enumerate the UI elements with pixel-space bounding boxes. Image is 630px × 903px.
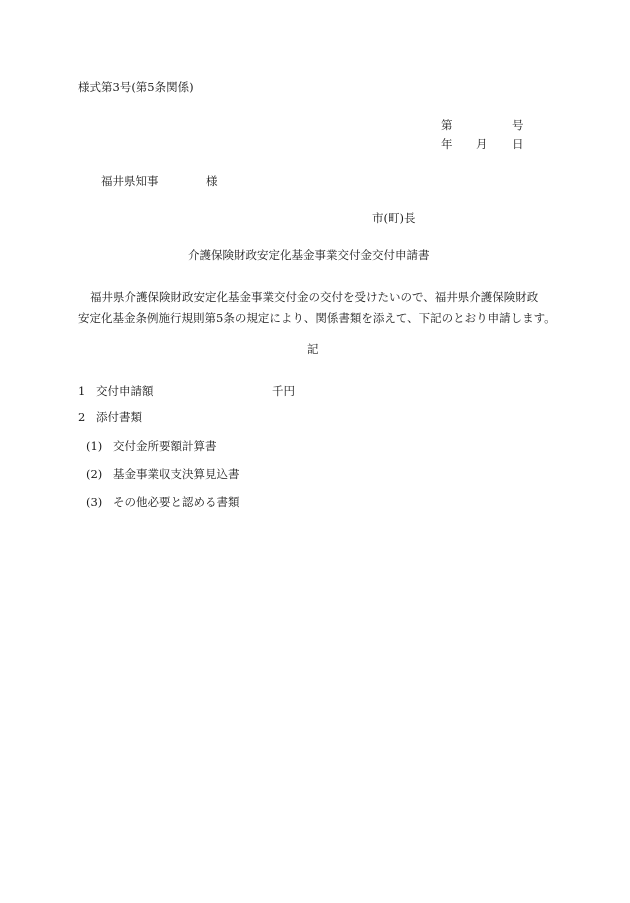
doc-number-prefix: 第 (441, 118, 453, 132)
date-year: 年 (441, 137, 453, 151)
body-line-1: 福井県介護保険財政安定化基金事業交付金の交付を受けたいので、福井県介護保険財政 (90, 290, 539, 304)
attachment-number: (1) (86, 439, 103, 453)
attachment-number: (3) (86, 495, 103, 509)
sender: 市(町)長 (372, 211, 416, 225)
attachment-label: 交付金所要額計算書 (113, 439, 217, 453)
document-title: 介護保険財政安定化基金事業交付金交付申請書 (188, 248, 430, 262)
addressee-honorific: 様 (206, 174, 218, 188)
attachment-number: (2) (86, 467, 103, 481)
date-month: 月 (476, 137, 488, 151)
body-line-2: 安定化基金条例施行規則第5条の規定により、関係書類を添えて、下記のとおり申請します。 (78, 311, 556, 325)
date-day: 日 (512, 137, 524, 151)
item2-label: 添付書類 (96, 410, 142, 424)
form-number: 様式第3号(第5条関係) (78, 80, 194, 94)
attachment-label: その他必要と認める書類 (113, 495, 240, 509)
addressee-name: 福井県知事 (101, 174, 159, 188)
attachment-label: 基金事業収支決算見込書 (113, 467, 240, 481)
item1-label: 交付申請額 (96, 384, 154, 398)
item1-number: 1 (78, 384, 86, 398)
item2-number: 2 (78, 410, 86, 424)
ki-heading: 記 (307, 342, 319, 356)
item1-unit: 千円 (272, 384, 295, 398)
body-paragraph (78, 287, 558, 329)
doc-number-suffix: 号 (512, 118, 524, 132)
